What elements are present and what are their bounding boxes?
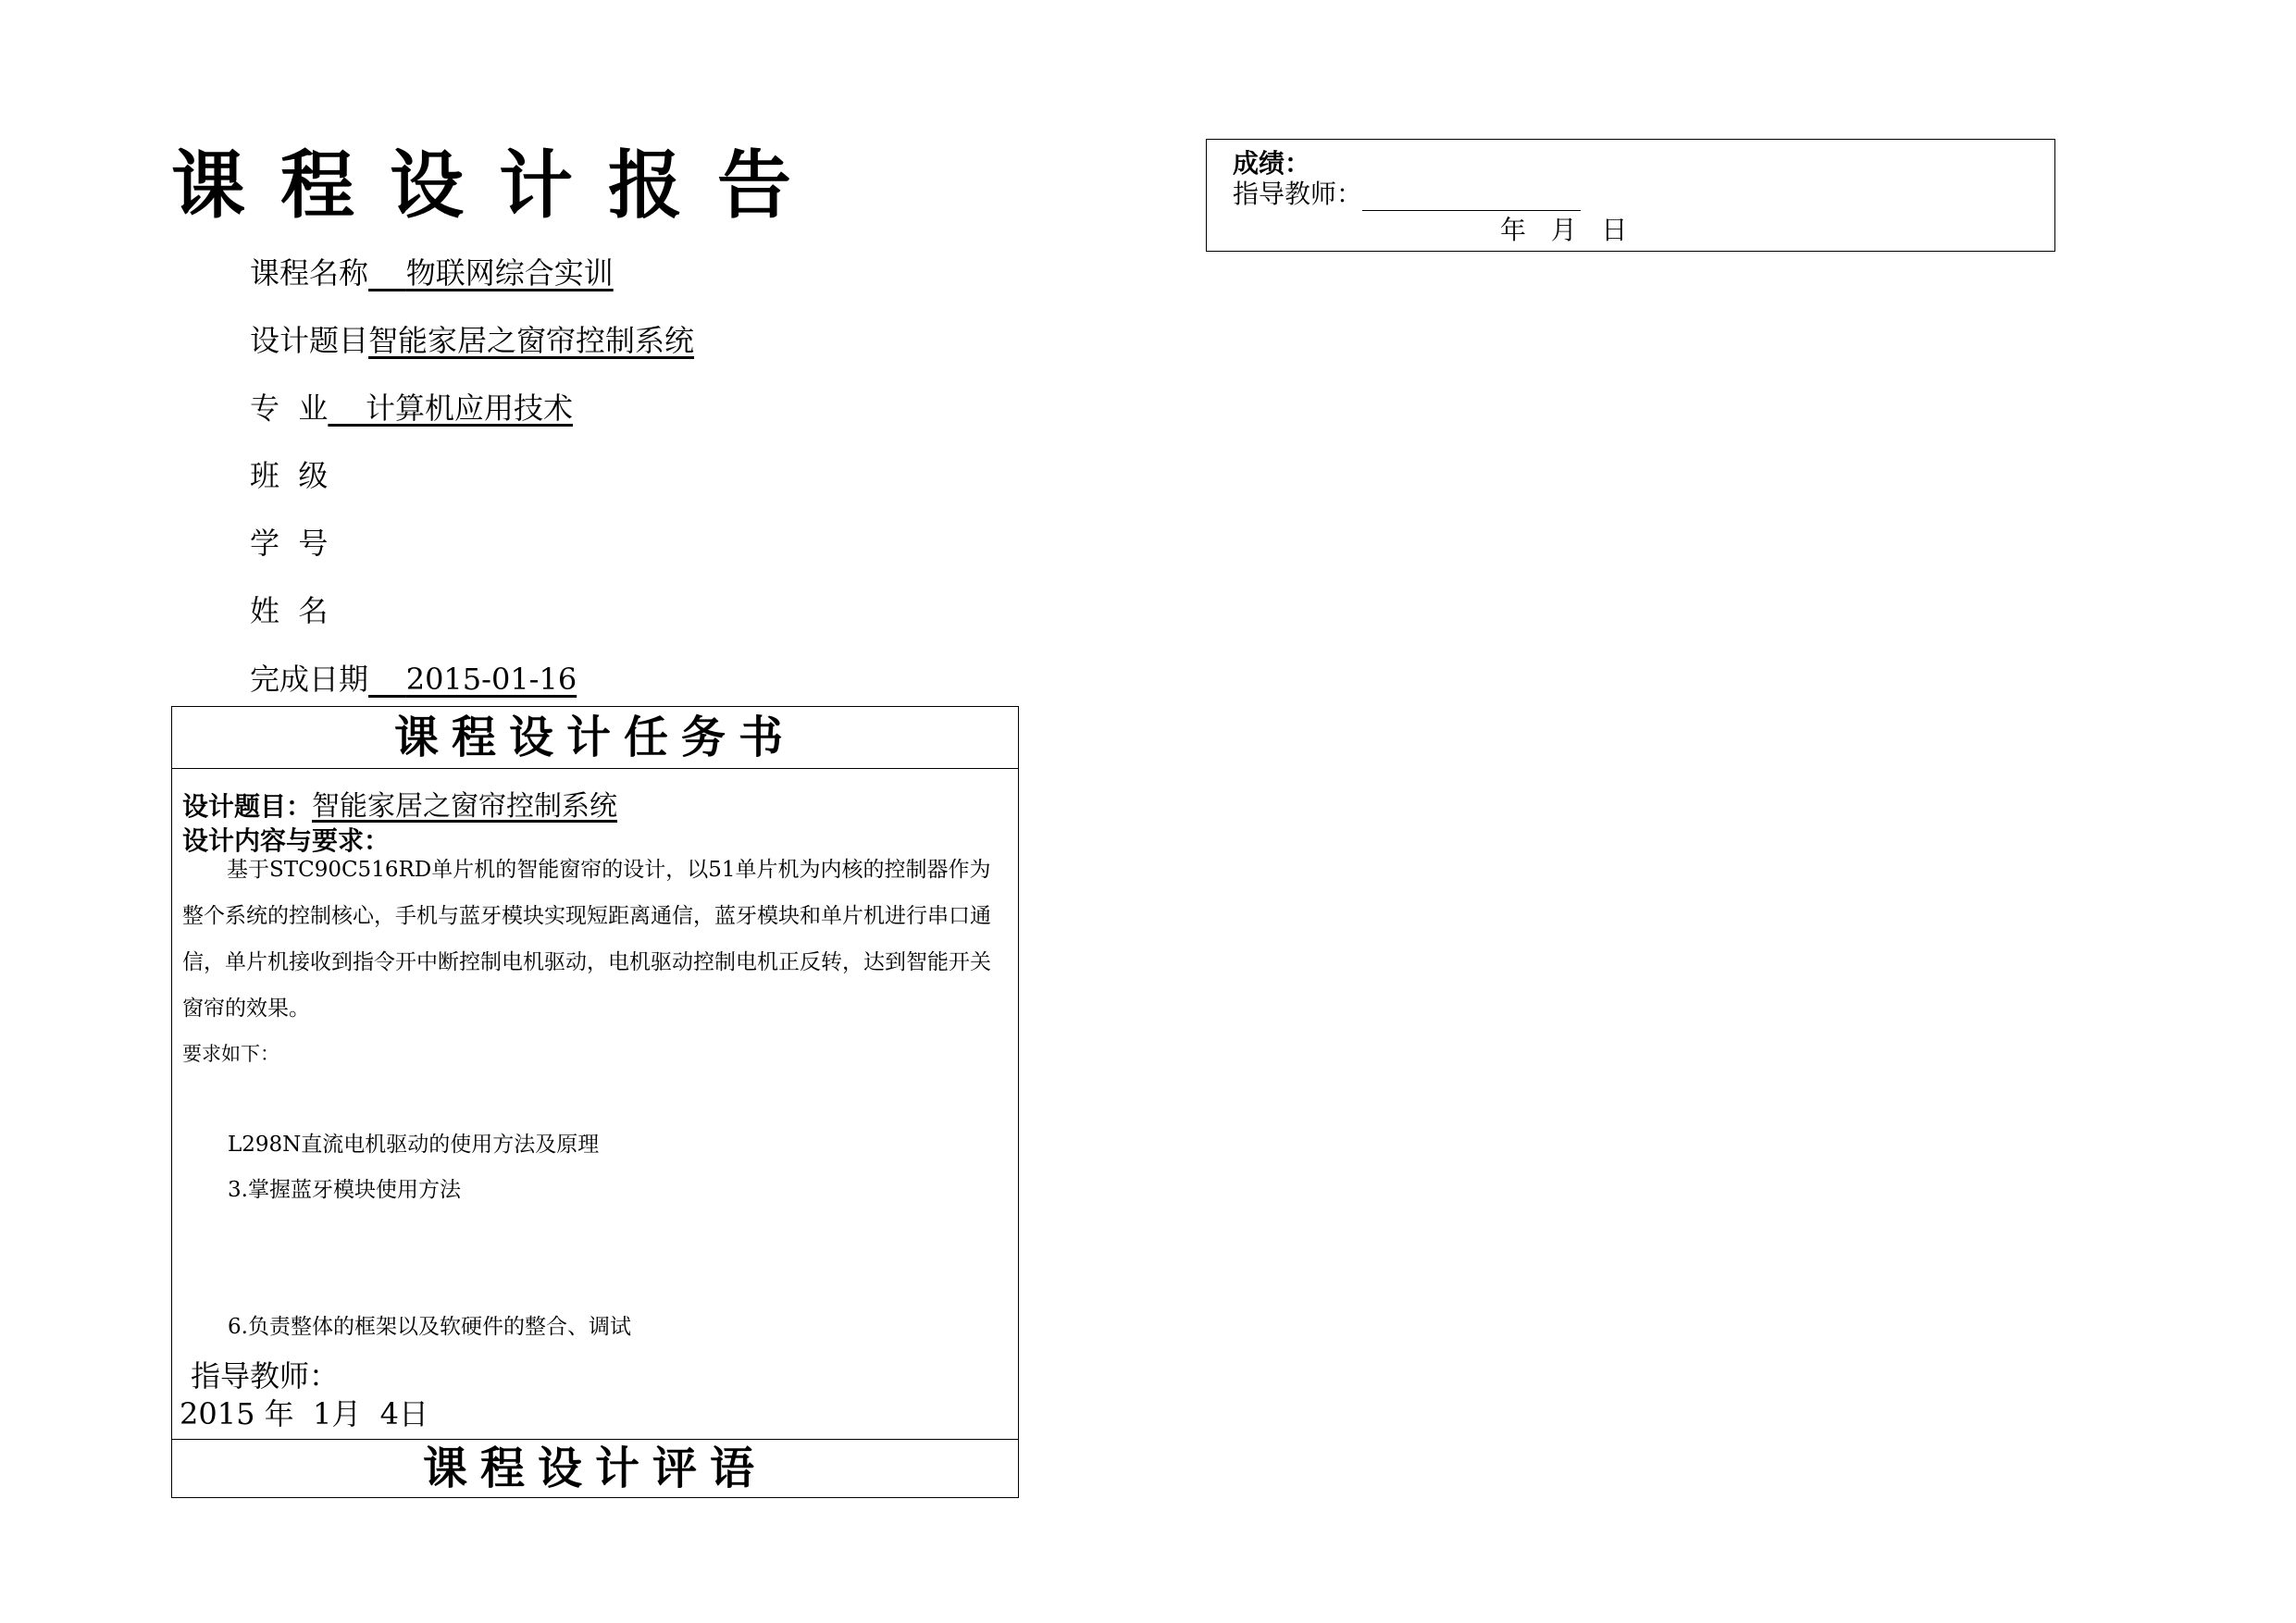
field-pad <box>368 662 406 697</box>
field-value: 计算机应用技术 <box>366 390 574 426</box>
field-pad <box>368 255 406 291</box>
field-label: 课程名称 <box>250 255 369 291</box>
comment-header-row <box>172 1439 1018 1498</box>
field-pad <box>328 390 366 426</box>
field-label: 设计题目 <box>250 323 369 358</box>
field-label: 专 业 <box>250 390 329 426</box>
task-teacher-label: 指导教师： <box>191 1358 340 1394</box>
task-topic-line <box>182 783 617 824</box>
grade-teacher-line <box>1233 178 1581 211</box>
field-design-topic <box>250 322 694 359</box>
grade-teacher-label: 指导教师： <box>1233 179 1363 209</box>
content-label: 设计内容与要求： <box>182 825 391 856</box>
field-student-id <box>250 525 328 562</box>
grade-date-line: 年 月 日 <box>1500 215 1628 245</box>
score-label: 成绩： <box>1233 148 1311 179</box>
topic-label: 设计题目： <box>182 791 313 822</box>
topic-value: 智能家居之窗帘控制系统 <box>312 790 618 823</box>
field-label: 姓 名 <box>250 593 329 628</box>
score-line <box>1233 143 1310 180</box>
field-major <box>250 390 573 427</box>
task-table <box>171 706 1019 1498</box>
field-label: 班 级 <box>250 458 329 493</box>
field-value: 物联网综合实训 <box>405 255 614 291</box>
field-course-name <box>250 254 614 291</box>
field-label: 学 号 <box>250 526 329 561</box>
field-value: 智能家居之窗帘控制系统 <box>368 323 695 358</box>
report-title: 课程设计报告 <box>171 142 826 229</box>
task-date: 2015 年 1月 4日 <box>180 1396 429 1431</box>
req-item: L298N直流电机驱动的使用方法及原理 <box>228 1133 600 1157</box>
field-name <box>250 592 328 629</box>
field-finish-date <box>250 661 577 698</box>
task-header-row <box>172 707 1018 769</box>
field-label: 完成日期 <box>250 662 369 697</box>
field-class <box>250 457 328 494</box>
comment-header: 课程设计评语 <box>422 1443 767 1494</box>
req-item: 3.掌握蓝牙模块使用方法 <box>228 1178 461 1202</box>
grade-box <box>1206 139 2055 252</box>
req-title: 要求如下： <box>182 1043 279 1065</box>
field-value: 2015-01-16 <box>405 662 577 697</box>
teacher-signature-line <box>1362 184 1581 211</box>
task-paragraph: 基于STC90C516RD单片机的智能窗帘的设计，以51单片机为内核的控制器作为整个系统的控制核心，手机与蓝牙模块实现短距离通信，蓝牙模块和单片机进行串口通信，单片机接收到指令开中断控制电机驱动，电机驱动控制电机正反转，达到智能开关窗帘的效果。 <box>182 858 991 1021</box>
req-item: 6.负责整体的框架以及软硬件的整合、调试 <box>228 1315 631 1339</box>
task-header: 课程设计任务书 <box>393 712 796 763</box>
